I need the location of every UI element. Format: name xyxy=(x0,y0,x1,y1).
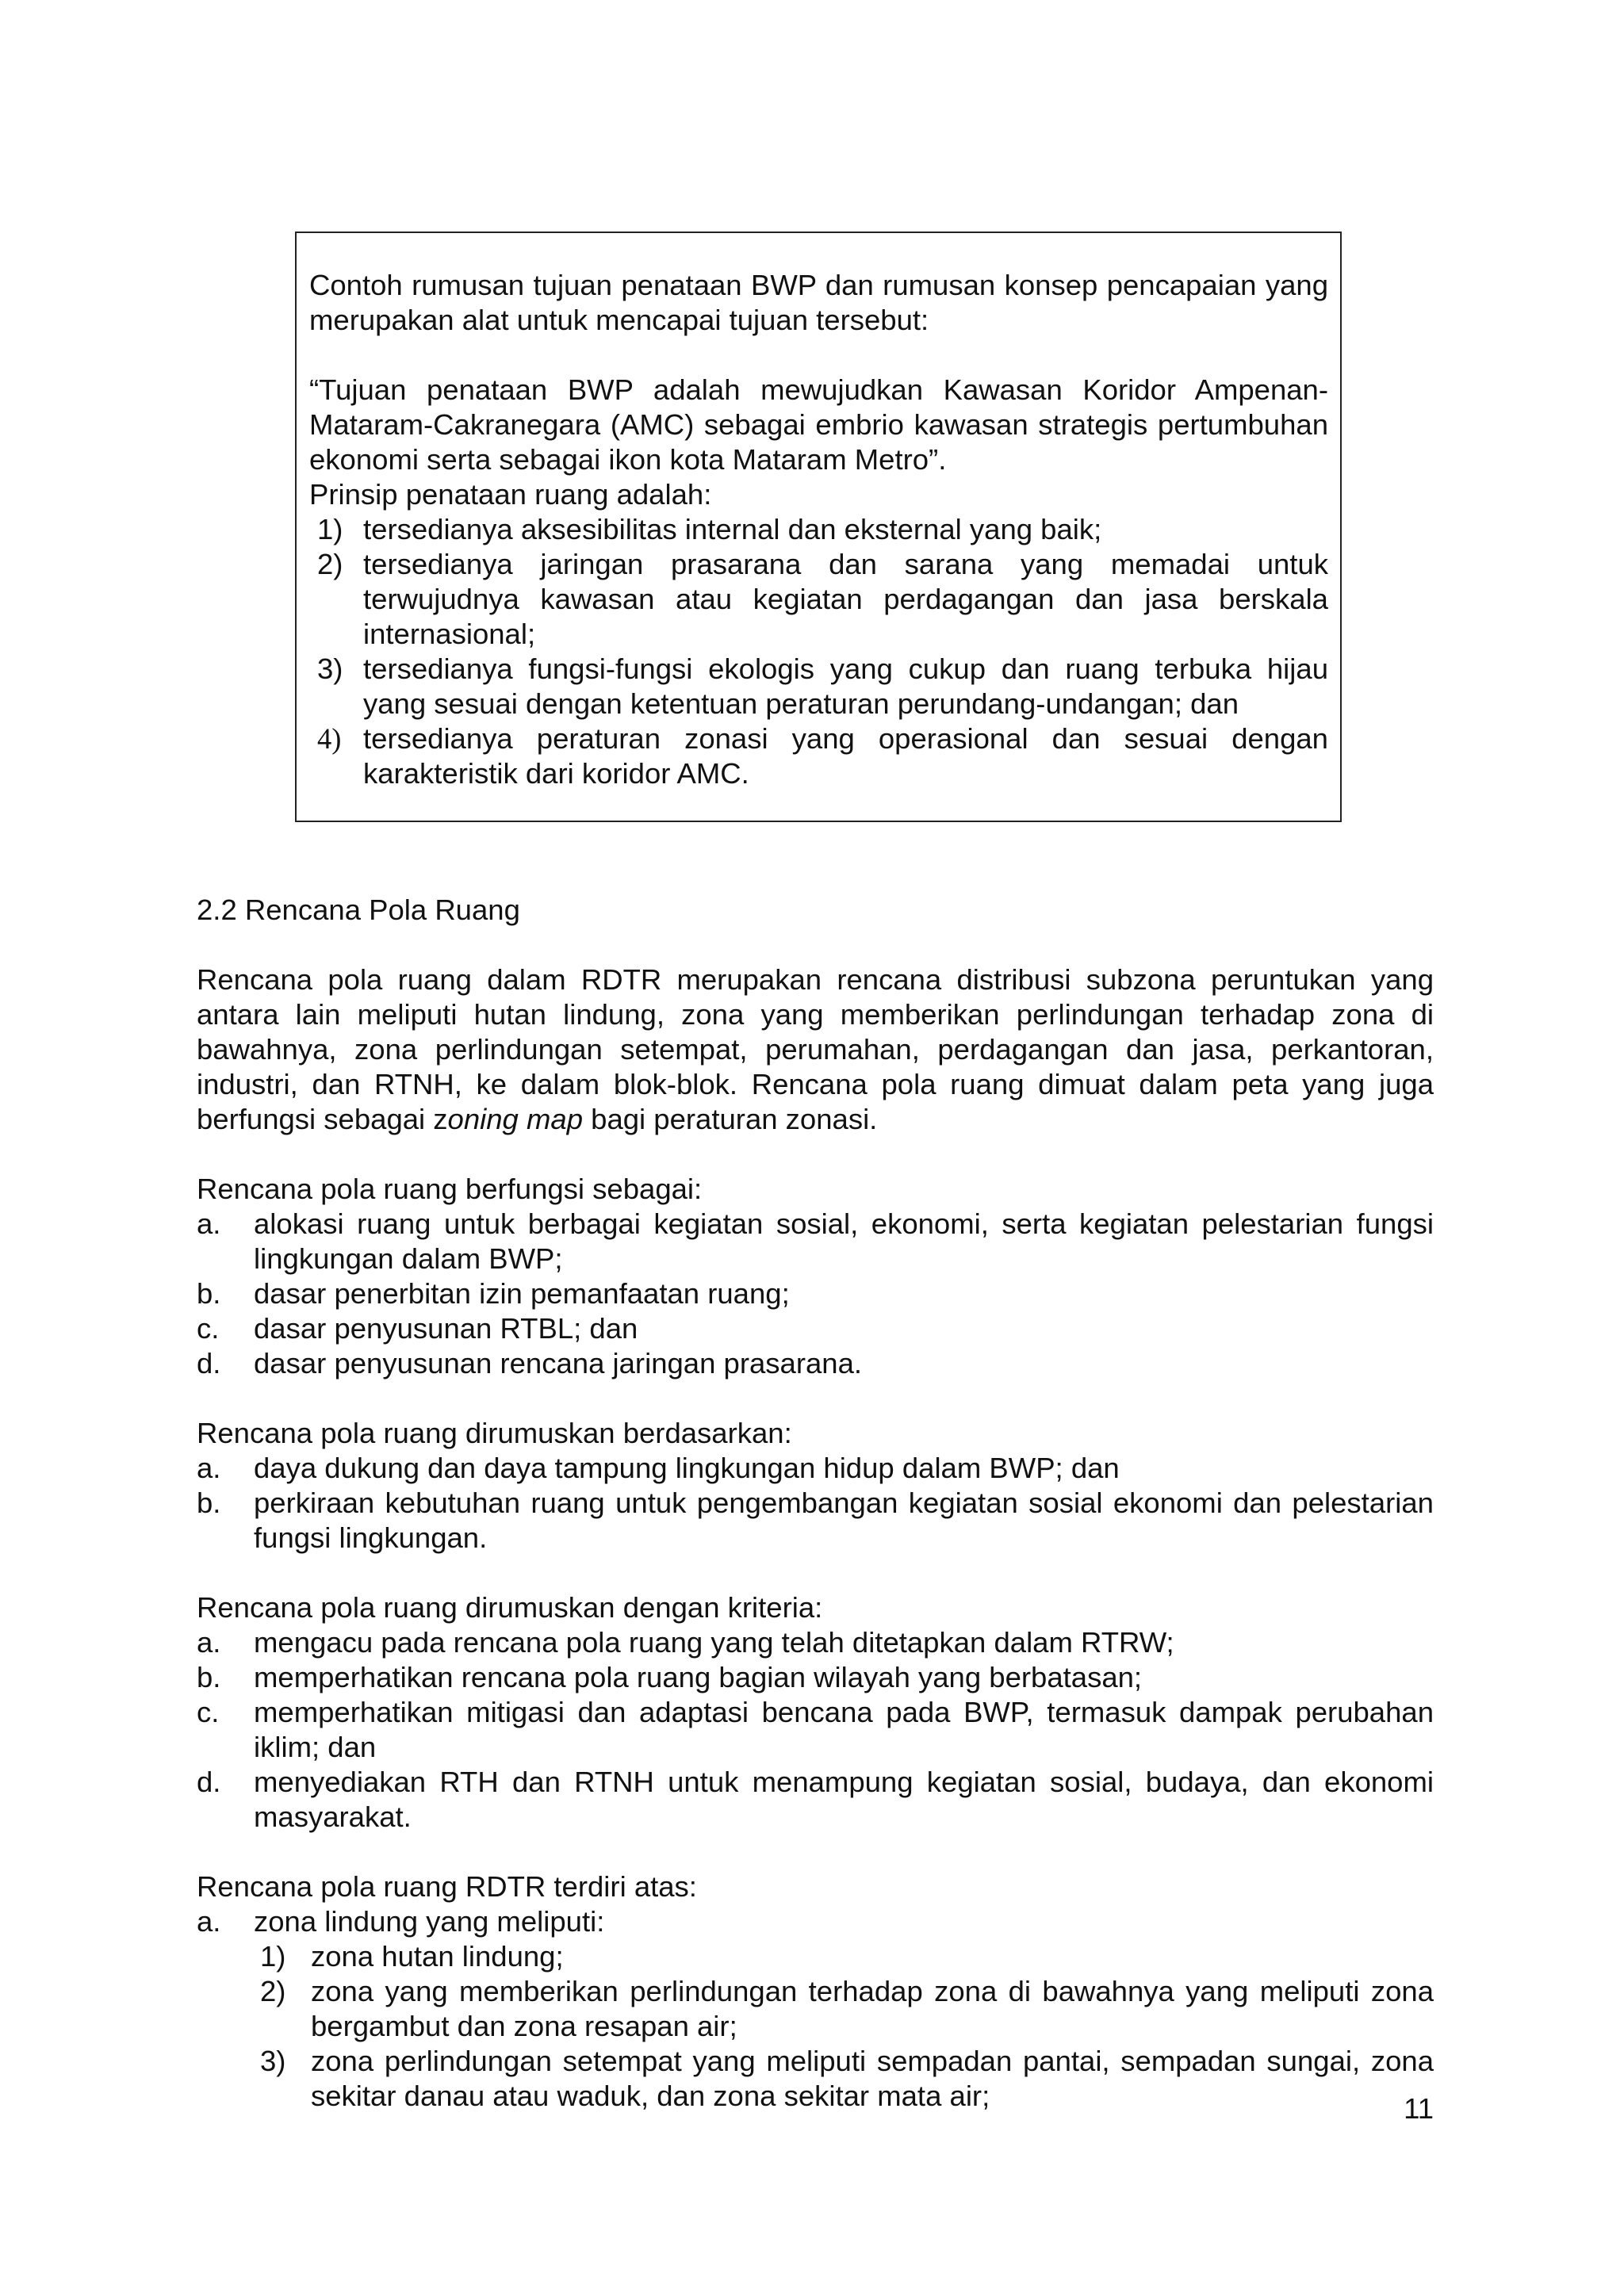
basis-lead: Rencana pola ruang dirumuskan berdasarkan: xyxy=(197,1417,792,1449)
list-item: a. zona lindung yang meliputi: 1) zona hutan lindung; 2) zona yang memberikan perlindungan terhadap zona di bawahnya yang meliputi zona bergambut dan zona resapan air; 3) zona perlindungan setempat yang meliputi sempadan pantai, sempadan sungai, zona sekitar danau atau waduk, dan zona sekitar mata air; xyxy=(197,1905,1434,2112)
section-paragraph: Rencana pola ruang dalam RDTR merupakan rencana distribusi subzona peruntukan yang antara lain meliputi hutan lindung, zona yang memberikan perlindungan terhadap zona di bawahnya, zona perlindungan setempat, perumahan, perdagangan dan jasa, perkantoran, industri, dan RTNH, ke dalam blok-blok. Rencana pola ruang dimuat dalam peta yang juga berfungsi sebagai zoning map bagi peraturan zonasi. xyxy=(197,963,1434,1135)
list-item: 4) tersedianya peraturan zonasi yang operasional dan sesuai dengan karakteristik dari koridor AMC. xyxy=(317,722,1328,790)
box-quote: “Tujuan penataan BWP adalah mewujudkan Kawasan Koridor Ampenan-Mataram-Cakranegara (AMC) sebagai embrio kawasan strategis pertumbuhan ekonomi serta sebagai ikon kota Mataram Metro”. xyxy=(309,373,1328,476)
example-box xyxy=(295,232,1342,822)
list-item: 3) tersedianya fungsi-fungsi ekologis yang cukup dan ruang terbuka hijau yang sesuai dengan ketentuan peraturan perundang-undangan; dan xyxy=(317,652,1328,720)
list-item: c. memperhatikan mitigasi dan adaptasi bencana pada BWP, termasuk dampak perubahan iklim; dan xyxy=(197,1696,1434,1763)
box-intro: Contoh rumusan tujuan penataan BWP dan rumusan konsep pencapaian yang merupakan alat untuk mencapai tujuan tersebut: xyxy=(309,269,1328,336)
list-item: 2) zona yang memberikan perlindungan terhadap zona di bawahnya yang meliputi zona bergambut dan zona resapan air; xyxy=(260,1975,1434,2042)
list-item: a. daya dukung dan daya tampung lingkungan hidup dalam BWP; dan xyxy=(197,1452,1120,1484)
list-item: a. mengacu pada rencana pola ruang yang telah ditetapkan dalam RTRW; xyxy=(197,1626,1174,1659)
section-heading: 2.2 Rencana Pola Ruang xyxy=(197,894,520,926)
section-body xyxy=(197,893,1434,2114)
criteria-lead: Rencana pola ruang dirumuskan dengan kriteria: xyxy=(197,1591,823,1624)
composition-list xyxy=(197,1904,1434,2114)
list-item: d. dasar penyusunan rencana jaringan prasarana. xyxy=(197,1347,863,1380)
zoning-map-term: oning map xyxy=(447,1103,583,1135)
list-item: 1) tersedianya aksesibilitas internal dan eksternal yang baik; xyxy=(317,513,1102,545)
basis-list xyxy=(197,1451,1434,1556)
composition-lead: Rencana pola ruang RDTR terdiri atas: xyxy=(197,1870,697,1903)
list-item: a. alokasi ruang untuk berbagai kegiatan sosial, ekonomi, serta kegiatan pelestarian fungsi lingkungan dalam BWP; xyxy=(197,1207,1434,1275)
function-lead: Rencana pola ruang berfungsi sebagai: xyxy=(197,1173,703,1205)
list-item: 3) zona perlindungan setempat yang meliputi sempadan pantai, sempadan sungai, zona sekitar danau atau waduk, dan zona sekitar mata air; xyxy=(260,2045,1434,2112)
criteria-list xyxy=(197,1625,1434,1835)
list-item: 2) tersedianya jaringan prasarana dan sarana yang memadai untuk terwujudnya kawasan atau kegiatan perdagangan dan jasa berskala internasional; xyxy=(317,548,1328,650)
list-item: b. perkiraan kebutuhan ruang untuk pengembangan kegiatan sosial ekonomi dan pelestarian fungsi lingkungan. xyxy=(197,1487,1434,1554)
principle-list xyxy=(309,512,1328,791)
protected-zone-list xyxy=(254,1939,1434,2114)
list-item: 1) zona hutan lindung; xyxy=(260,1940,564,1973)
list-item: d. menyediakan RTH dan RTNH untuk menampung kegiatan sosial, budaya, dan ekonomi masyarakat. xyxy=(197,1766,1434,1833)
list-item: c. dasar penyusunan RTBL; dan xyxy=(197,1312,638,1345)
list-item: b. dasar penerbitan izin pemanfaatan ruang; xyxy=(197,1277,790,1310)
list-item: b. memperhatikan rencana pola ruang bagian wilayah yang berbatasan; xyxy=(197,1661,1143,1693)
box-principle-lead: Prinsip penataan ruang adalah: xyxy=(309,478,712,511)
example-box-content xyxy=(309,268,1328,791)
function-list xyxy=(197,1207,1434,1381)
page-number: 11 xyxy=(1404,2092,1434,2125)
